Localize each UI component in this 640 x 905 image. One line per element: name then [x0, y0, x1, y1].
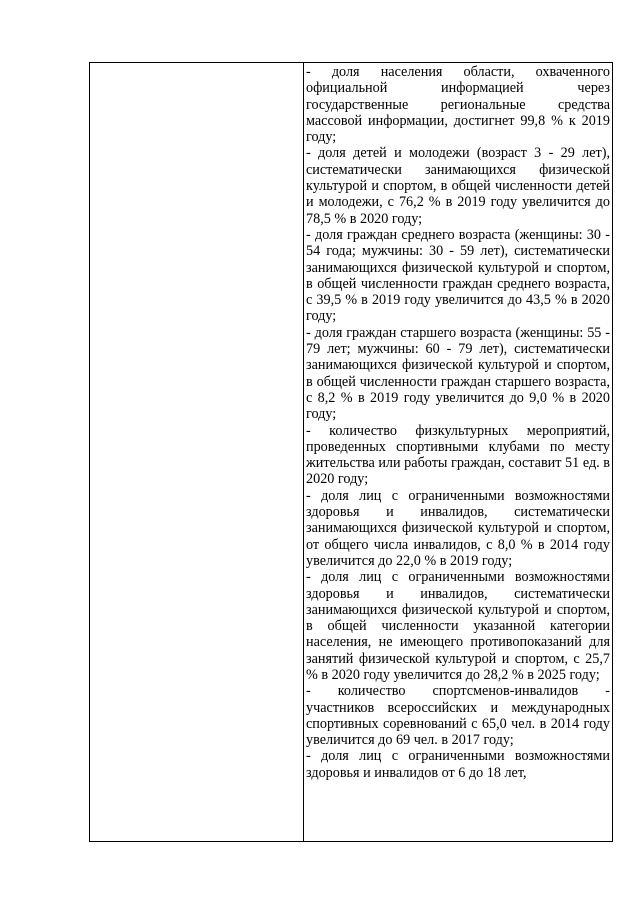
table-row: [90, 63, 613, 842]
list-item: - доля лиц с ограниченными возможностями здоровья и инвалидов, систематически занимающихся физической культурой и спортом, от общего числа инвалидов, с 8,0 % в 2014 году увеличится до 22,0 % в 2019 году;: [306, 487, 610, 569]
list-item: - доля лиц с ограниченными возможностями здоровья и инвалидов, систематически занимающихся физической культурой и спортом, в общей численности указанной категории населения, не имеющего противопоказаний для занятий физической культурой и спортом, с 25,7 % в 2020 году увеличится до 28,2 % в 2025 году;: [306, 569, 610, 683]
list-item: - количество спортсменов-инвалидов - участников всероссийских и международных спортивных соревнований с 65,0 чел. в 2014 году увеличится до 69 чел. в 2017 году;: [306, 683, 610, 749]
indicators-list: [304, 63, 612, 841]
document-table: [89, 62, 613, 842]
right-cell: [304, 63, 613, 842]
list-item: - доля граждан среднего возраста (женщины: 30 - 54 года; мужчины: 30 - 59 лет), систематически занимающихся физической культурой и спортом, в общей численности граждан среднего возраста, с 39,5 % в 2019 году увеличится до 43,5 % в 2020 году;: [306, 226, 610, 325]
list-item: - доля лиц с ограниченными возможностями здоровья и инвалидов от 6 до 18 лет,: [306, 748, 610, 781]
list-item: - доля граждан старшего возраста (женщины: 55 - 79 лет; мужчины: 60 - 79 лет), систематически занимающихся физической культурой и спортом, в общей численности граждан старшего возраста, с 8,2 % в 2019 году увеличится до 9,0 % в 2020 году;: [306, 324, 610, 423]
left-cell: [90, 63, 304, 842]
list-item: - доля населения области, охваченного официальной информацией через государственные региональные средства массовой информации, достигнет 99,8 % к 2019 году;: [306, 64, 610, 146]
list-item: - доля детей и молодежи (возраст 3 - 29 лет), систематически занимающихся физической культурой и спортом, в общей численности детей и молодежи, с 76,2 % в 2019 году увеличится до 78,5 % в 2020 году;: [306, 145, 610, 227]
list-item: - количество физкультурных мероприятий, проведенных спортивными клубами по месту жительства или работы граждан, составит 51 ед. в 2020 году;: [306, 422, 610, 488]
